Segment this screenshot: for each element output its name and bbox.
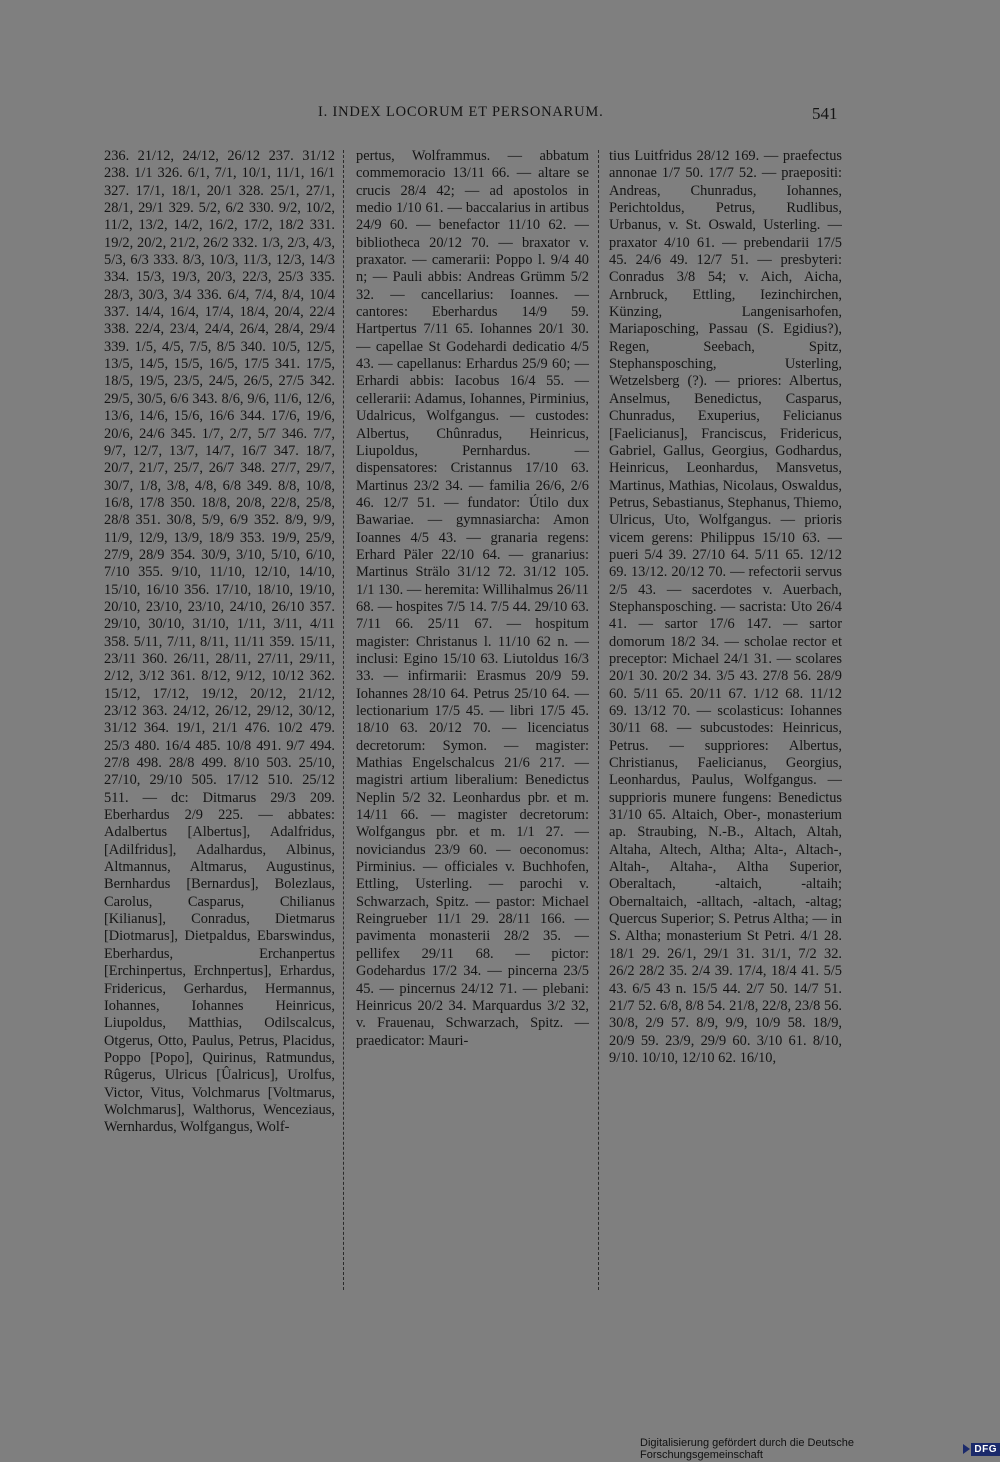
dfg-logo-text: DFG (971, 1443, 1000, 1456)
page-number: 541 (812, 104, 838, 123)
column-text: 236. 21/12, 24/12, 26/12 237. 31/12 238. 1/1 326. 6/1, 7/1, 10/1, 11/1, 16/1 327. 17/1, 18/1, 20/1 328. 25/1, 27/1, 28/1, 29/1 329. 5/2, 6/2 330. 9/2, 10/2, 11/2, 13/2, 14/2, 16/2, 17/2, 18/2 331. 19/2, 20/2, 21/2, 26/2 332. 1/3, 2/3, 4/3, 5/3, 6/3 333. 8/3, 10/3, 11/3, 12/3, 14/3 334. 15/3, 19/3, 20/3, 22/3, 25/3 335. 28/3, 30/3, 3/4 336. 6/4, 7/4, 8/4, 10/4 337. 14/4, 16/4, 17/4, 18/4, 20/4, 22/4 338. 22/4, 23/4, 24/4, 26/4, 28/4, 29/4 339. 1/5, 4/5, 7/5, 8/5 340. 10/5, 12/5, 13/5, 14/5, 15/5, 16/5, 17/5 341. 17/5, 18/5, 19/5, 23/5, 24/5, 26/5, 27/5 342. 29/5, 30/5, 6/6 343. 8/6, 9/6, 11/6, 12/6, 13/6, 14/6, 15/6, 16/6 344. 17/6, 19/6, 20/6, 24/6 345. 1/7, 2/7, 5/7 346. 7/7, 9/7, 12/7, 13/7, 14/7, 16/7 347. 18/7, 20/7, 21/7, 25/7, 26/7 348. 27/7, 29/7, 30/7, 1/8, 3/8, 4/8, 6/8 349. 8/8, 10/8, 16/8, 17/8 350. 18/8, 20/8, 22/8, 25/8, 28/8 351. 30/8, 5/9, 6/9 352. 8/9, 9/9, 11/9, 12/9, 13/9, 18/9 353. 19/9, 25/9, 27/9, 28/9 354. 30/9, 3/10, 5/10, 6/10, 7/10 355. 9/10, 11/10, 12/10, 14/10, 15/10, 16/10 356. 17/10, 18/10, 19/10, 20/10, 23/10, 23/10, 24/10, 26/10 357. 29/10, 30/10, 31/10, 1/11, 3/11, 4/11 358. 5/11, 7/11, 8/11, 11/11 359. 15/11, 23/11 360. 26/11, 28/11, 27/11, 29/11, 2/12, 3/12 361. 8/12, 9/12, 10/12 362. 15/12, 17/12, 19/12, 20/12, 21/12, 23/12 363. 24/12, 26/12, 29/12, 30/12, 31/12 364. 19/1, 21/1 476. 10/2 479. 25/3 480. 16/4 485. 10/8 491. 9/7 494. 27/8 498. 28/8 499. 8/10 503. 25/10, 27/10, 29/10 505. 17/12 510. 25/12 511. — dc: Ditmarus 29/3 209. Eberhardus 2/9 225. — abbates: Adalbertus [Albertus], Adalfridus, [Adilfridus], Adalhardus, Albinus, Altmannus, Altmarus, Augustinus, Bernhardus [Bernardus], Bolezlaus, Carolus, Casparus, Chilianus [Kilianus], Conradus, Dietmarus [Diotmarus], Dietpaldus, Ebarswindus, Eberhardus, Erchanpertus [Erchinpertus, Erchnpertus], Erhardus, Fridericus, Gerhardus, Hermannus, Iohannes, Iohannes Heinricus, Liupoldus, Matthias, Odilscalcus, Otgerus, Otto, Paulus, Petrus, Placidus, Poppo [Popo], Quirinus, Ratmundus, Rûgerus, Ulricus [Ûalricus], Urolfus, Victor, Vitus, Volchmarus [Voltmarus, Wolchmarus], Walthorus, Wenceziaus, Wernhardus, Wolfgangus, Wolf- (104, 148, 335, 1136)
column-divider (598, 150, 599, 1290)
funding-note: Digitalisierung gefördert durch die Deutsche Forschungsgemeinschaft (640, 1437, 855, 1461)
dfg-logo-icon (963, 1444, 970, 1454)
column-text: tius Luitfridus 28/12 169. — praefectus annonae 1/7 50. 17/7 52. — praepositi: Andreas, Chunradus, Iohannes, Perichtoldus, Petrus, Rudlibus, Urbanus, v. St. Oswald, Usterling. — praxator 4/10 61. — prebendarii 17/5 45. 24/6 49. 12/7 51. — presbyteri: Conradus 3/8 54; v. Aich, Aicha, Arnbruck, Ettling, Iezinchirchen, Künzing, Langenisarhofen, Mariaposching, Passau (S. Egidius?), Regen, Seebach, Spitz, Stephansposching, Usterling, Wetzelsberg (?). — priores: Albertus, Anselmus, Benedictus, Casparus, Chunradus, Exuperius, Felicianus [Faelicianus], Franciscus, Fridericus, Gabriel, Gallus, Georgius, Godhardus, Heinricus, Leonhardus, Mansvetus, Martinus, Mathias, Nicolaus, Oswaldus, Petrus, Sebastianus, Stephanus, Thiemo, Ulricus, Uto, Wolfgangus. — prioris vicem gerens: Philippus 15/10 63. — pueri 5/4 39. 27/10 64. 5/11 65. 12/12 69. 13/12. 20/12 70. — refectorii servus 2/5 43. — sacerdotes v. Auerbach, Stephansposching. — sacrista: Uto 26/4 41. — sartor 17/6 147. — sartor domorum 18/2 34. — scholae rector et preceptor: Michael 24/1 31. — scolares 20/1 30. 20/2 34. 3/5 43. 27/8 56. 28/9 60. 5/11 65. 20/11 67. 1/12 68. 11/12 69. 13/12 70. — scolasticus: Iohannes 30/11 68. — subcustodes: Heinricus, Petrus. — suppriores: Albertus, Christianus, Faelicianus, Georgius, Leonhardus, Paulus, Wolfgangus. — supprioris munere fungens: Benedictus 31/10 65. Altaich, Ober-, monasterium ap. Straubing, N.-B., Altach, Altah, Altaha, Altech, Altha; Alta-, Altach-, Altah-, Altaha-, Altha Superior, Oberaltach, -altaich, -altaih; Obernaltaich, -alltach, -altach, -altag; Quercus Superior; S. Petrus Altha; — in S. Altha; monasterium St Petri. 4/1 28. 18/1 29. 26/1, 29/1 31. 31/1, 7/2 32. 26/2 28/2 35. 2/4 39. 17/4, 18/4 41. 5/5 43. 6/5 43 n. 15/5 44. 2/7 50. 14/7 51. 21/7 52. 6/8, 8/8 54. 21/8, 22/8, 23/8 56. 30/8, 2/9 57. 8/9, 9/9, 10/9 58. 18/9, 20/9 59. 23/9, 29/9 60. 3/10 61. 8/10, 9/10. 10/10, 12/10 62. 16/10, (609, 148, 842, 1066)
index-column-1 (104, 148, 335, 1298)
column-text: pertus, Wolframmus. — abbatum commemoracio 13/11 66. — altare se crucis 28/4 42; — ad apostolos in medio 1/10 61. — baccalarius in artibus 24/9 60. — benefactor 11/10 62. — bibliotheca 20/12 70. — braxator v. praxator. — camerarii: Poppo l. 9/4 40 n; — Pauli abbis: Andreas Grümm 5/2 32. — cancellarius: Ioannes. — cantores: Eberhardus 14/9 59. Hartpertus 7/11 65. Iohannes 20/1 30. — capellae St Godehardi dedicatio 4/5 43. — capellanus: Erhardus 25/9 60; — Erhardi abbis: Iacobus 16/4 55. — cellerarii: Adamus, Iohannes, Pirminius, Udalricus, Wolfgangus. — custodes: Albertus, Chûnradus, Heinricus, Liupoldus, Pernhardus. — dispensatores: Cristannus 17/10 63. Martinus 23/2 34. — familia 26/6, 2/6 46. 12/7 51. — fundator: Útilo dux Bawariae. — gymnasiarcha: Amon Ioannes 4/5 43. — granaria regens: Erhard Päler 22/10 64. — granarius: Martinus Strälo 31/12 72. 31/12 105. 1/1 130. — heremita: Willihalmus 26/11 68. — hospites 7/5 14. 7/5 44. 29/10 63. 7/11 66. 25/11 67. — hospitum magister: Christanus l. 11/10 62 n. — inclusi: Egino 15/10 63. Liutoldus 16/3 33. — infirmarii: Erasmus 20/9 59. Iohannes 28/10 64. Petrus 25/10 64. — lectionarium 17/5 45. — libri 17/5 45. 18/10 63. 20/12 70. — licenciatus decretorum: Symon. — magister: Mathias Engelschalcus 21/6 217. — magistri artium liberalium: Benedictus Neplin 5/2 32. Leonhardus pbr. et m. 14/11 66. — magister decretorum: Wolfgangus pbr. et m. 1/1 27. — noviciandus 23/9 60. — oeconomus: Pirminius. — officiales v. Buchhofen, Ettling, Usterling. — parochi v. Schwarzach, Spitz. — pastor: Michael Reingrueber 11/1 29. 28/11 166. — pavimenta monasterii 28/2 35. — pellifex 29/11 68. — pictor: Godehardus 17/2 34. — pincerna 23/5 45. — pincernus 24/12 71. — plebani: Heinricus 20/2 34. Marquardus 3/2 32, v. Frauenau, Schwarzach, Spitz. — praedicator: Mauri- (356, 148, 589, 1049)
column-divider (343, 150, 344, 1290)
index-column-3 (609, 148, 842, 1298)
index-column-2 (356, 148, 589, 1298)
footer (640, 1437, 1000, 1461)
page-header (0, 104, 1000, 134)
running-title: I. INDEX LOCORUM ET PERSONARUM. (318, 104, 604, 120)
dfg-logo (963, 1443, 1000, 1456)
